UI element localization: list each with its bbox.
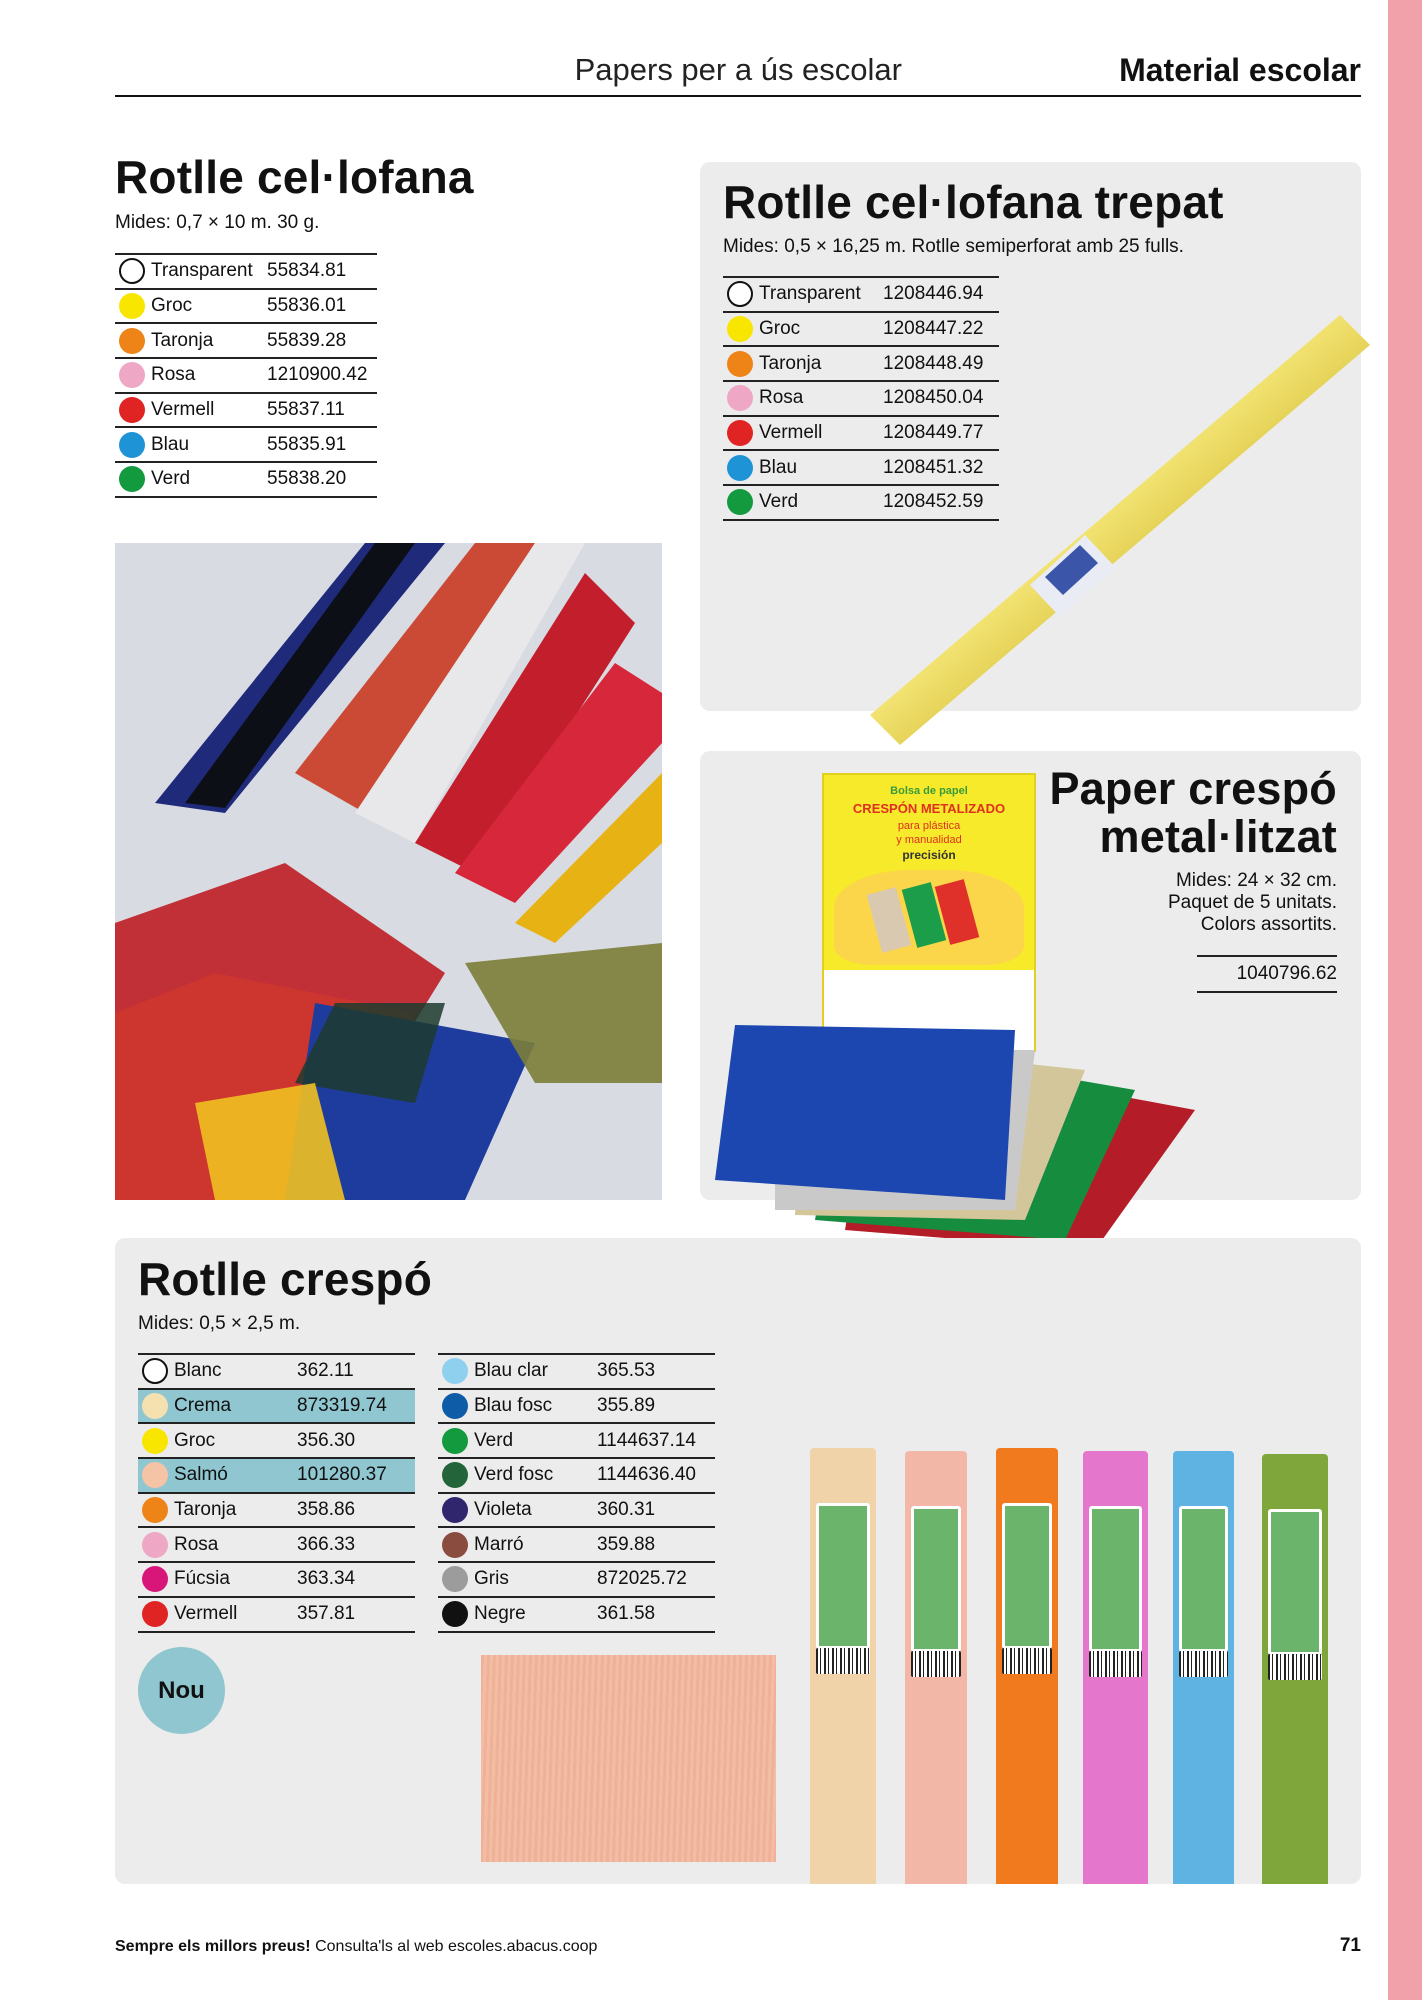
crespo-metal-desc-line2: Paquet de 5 unitats. [1167, 892, 1337, 913]
code-row [115, 462, 377, 497]
package-line4: y manualidad [896, 834, 962, 846]
color-name: Blau fosc [474, 1395, 553, 1417]
package-line1: Bolsa de papel [890, 785, 968, 797]
crepe-roll-blue [1173, 1451, 1234, 1884]
code-row [115, 323, 377, 358]
package-line5: precisión [902, 848, 956, 862]
package-artwork [834, 870, 1024, 965]
crepe-roll-salmon [905, 1451, 967, 1884]
color-name: Verd [151, 468, 191, 490]
color-name: Rosa [759, 387, 804, 409]
color-swatch-icon [442, 1358, 468, 1384]
color-swatch-icon [442, 1532, 468, 1558]
color-swatch-icon [142, 1393, 168, 1419]
color-name: Transparent [151, 260, 253, 282]
color-name: Transparent [759, 283, 861, 305]
color-name: Rosa [151, 364, 196, 386]
color-swatch-icon [727, 385, 753, 411]
crespo-title: Rotlle crespó [138, 1253, 433, 1305]
product-code: 55836.01 [267, 295, 347, 317]
product-code: 360.31 [597, 1499, 656, 1521]
code-row [438, 1354, 715, 1389]
code-row [138, 1562, 415, 1597]
product-code: 1208448.49 [883, 352, 984, 374]
color-swatch-icon [442, 1497, 468, 1523]
code-row [115, 427, 377, 462]
color-swatch-icon [727, 455, 753, 481]
color-swatch-icon [119, 466, 145, 492]
code-row [115, 254, 377, 289]
code-row [138, 1493, 415, 1528]
color-name: Verd fosc [474, 1464, 554, 1486]
color-swatch-icon [119, 328, 145, 354]
color-name: Gris [474, 1568, 509, 1590]
cellofane-desc: Mides: 0,7 × 10 m. 30 g. [115, 212, 320, 233]
code-row [138, 1597, 415, 1632]
product-code: 55839.28 [267, 329, 347, 351]
package-line2: CRESPÓN METALIZADO [852, 801, 1006, 816]
page-number: 71 [1339, 1935, 1361, 1956]
crespo-code-table-1 [138, 1353, 415, 1633]
color-name: Taronja [759, 352, 822, 374]
code-row [138, 1423, 415, 1458]
crepe-sheet-image [481, 1655, 776, 1862]
side-color-band [1388, 0, 1422, 2000]
color-name: Salmó [174, 1464, 228, 1486]
package-line3: para plástica [897, 820, 961, 832]
product-code: 55838.20 [267, 468, 347, 490]
color-name: Rosa [174, 1533, 219, 1555]
color-swatch-icon [442, 1428, 468, 1454]
color-name: Vermell [759, 422, 823, 444]
product-code: 1208446.94 [883, 283, 984, 305]
product-code: 1210900.42 [267, 364, 368, 386]
color-swatch-icon [119, 258, 145, 284]
product-code: 358.86 [297, 1499, 356, 1521]
color-swatch-icon [142, 1358, 168, 1384]
color-swatch-icon [119, 432, 145, 458]
code-row [138, 1527, 415, 1562]
color-name: Verd [759, 491, 799, 513]
footer-text [115, 1938, 597, 1956]
color-swatch-icon [727, 281, 753, 307]
section-subtitle: Papers per a ús escolar [574, 52, 902, 87]
code-row [115, 393, 377, 428]
product-code: 363.34 [297, 1568, 356, 1590]
cellofane-title: Rotlle cel·lofana [115, 151, 474, 203]
product-code: 362.11 [297, 1360, 354, 1382]
color-name: Verd [474, 1429, 514, 1451]
crespo-metal-title-line1: Paper crespó [1049, 763, 1337, 814]
crepe-roll-cream [810, 1448, 876, 1884]
metallic-sheets-image [715, 1020, 1200, 1250]
crespo-metal-desc-line1: Mides: 24 × 32 cm. [1175, 870, 1337, 891]
color-name: Vermell [151, 399, 215, 421]
color-swatch-icon [119, 397, 145, 423]
crepe-roll-green [1262, 1454, 1328, 1884]
product-code: 356.30 [297, 1429, 356, 1451]
color-name: Taronja [174, 1499, 237, 1521]
product-code: 55835.91 [267, 433, 347, 455]
section-title: Material escolar [1119, 52, 1361, 88]
gold-roll-drawing [850, 305, 1370, 755]
color-swatch-icon [727, 420, 753, 446]
package-image [822, 773, 1036, 1052]
product-code: 1144637.14 [597, 1429, 696, 1451]
cellofane-trepat-title: Rotlle cel·lofana trepat [723, 176, 1224, 228]
product-code: 366.33 [297, 1533, 356, 1555]
color-swatch-icon [442, 1601, 468, 1627]
footer-bold: Sempre els millors preus! [115, 1938, 311, 1955]
gold-roll-image [850, 305, 1370, 755]
product-code: 365.53 [597, 1360, 656, 1382]
crespo-metal-desc-line3: Colors assortits. [1200, 914, 1337, 935]
crespo-metal-title-line2: metal·litzat [1099, 811, 1337, 862]
color-swatch-icon [142, 1532, 168, 1558]
code-row [438, 1527, 715, 1562]
crepe-roll-pink [1083, 1451, 1148, 1884]
color-swatch-icon [442, 1393, 468, 1419]
color-name: Groc [151, 295, 193, 317]
header-divider [115, 95, 1361, 97]
color-swatch-icon [727, 489, 753, 515]
color-name: Blanc [174, 1360, 222, 1382]
color-name: Groc [759, 318, 801, 340]
product-code: 1208447.22 [883, 318, 984, 340]
product-code: 1144636.40 [597, 1464, 696, 1486]
code-row [115, 289, 377, 324]
color-swatch-icon [727, 316, 753, 342]
color-swatch-icon [727, 351, 753, 377]
color-name: Crema [174, 1395, 232, 1417]
color-swatch-icon [142, 1462, 168, 1488]
code-row [438, 1423, 715, 1458]
product-code: 101280.37 [297, 1464, 387, 1486]
code-row [438, 1458, 715, 1493]
color-swatch-icon [442, 1462, 468, 1488]
color-name: Violeta [474, 1499, 532, 1521]
product-code: 873319.74 [297, 1395, 387, 1417]
product-code: 55837.11 [267, 399, 345, 421]
cellofane-code-table [115, 253, 377, 498]
crespo-code-table-2 [438, 1353, 715, 1633]
product-code: 1208450.04 [883, 387, 984, 409]
product-code: 361.58 [597, 1603, 656, 1625]
code-row [438, 1389, 715, 1424]
code-row [138, 1354, 415, 1389]
product-code: 872025.72 [597, 1568, 687, 1590]
color-name: Marró [474, 1533, 524, 1555]
cellofane-photo-drawing [115, 543, 662, 1200]
color-name: Negre [474, 1603, 526, 1625]
code-row [438, 1493, 715, 1528]
new-badge: Nou [138, 1647, 225, 1734]
color-swatch-icon [142, 1497, 168, 1523]
cellofane-photo [115, 543, 662, 1200]
code-row [138, 1458, 415, 1493]
color-swatch-icon [119, 293, 145, 319]
color-name: Vermell [174, 1603, 238, 1625]
color-name: Blau clar [474, 1360, 548, 1382]
product-code: 359.88 [597, 1533, 656, 1555]
crespo-metal-code: 1040796.62 [1197, 955, 1337, 993]
code-row [138, 1389, 415, 1424]
product-code: 355.89 [597, 1395, 656, 1417]
color-name: Blau [759, 456, 798, 478]
code-row [438, 1597, 715, 1632]
color-name: Blau [151, 433, 190, 455]
color-swatch-icon [442, 1566, 468, 1592]
metallic-sheets-drawing [715, 1020, 1200, 1250]
product-code: 357.81 [297, 1603, 356, 1625]
product-code: 1208452.59 [883, 491, 984, 513]
footer-link-text: Consulta'ls al web escoles.abacus.coop [310, 1938, 598, 1955]
color-swatch-icon [142, 1428, 168, 1454]
code-row [438, 1562, 715, 1597]
color-swatch-icon [119, 362, 145, 388]
color-name: Taronja [151, 329, 214, 351]
crespo-desc: Mides: 0,5 × 2,5 m. [138, 1313, 301, 1334]
color-name: Fúcsia [174, 1568, 230, 1590]
product-code: 1208449.77 [883, 422, 984, 444]
crepe-roll-orange [996, 1448, 1058, 1884]
color-swatch-icon [142, 1601, 168, 1627]
cellofane-trepat-desc: Mides: 0,5 × 16,25 m. Rotlle semiperforat amb 25 fulls. [723, 236, 1184, 257]
product-code: 1208451.32 [883, 456, 984, 478]
color-swatch-icon [142, 1566, 168, 1592]
color-name: Groc [174, 1429, 216, 1451]
product-code: 55834.81 [267, 260, 347, 282]
code-row [115, 358, 377, 393]
